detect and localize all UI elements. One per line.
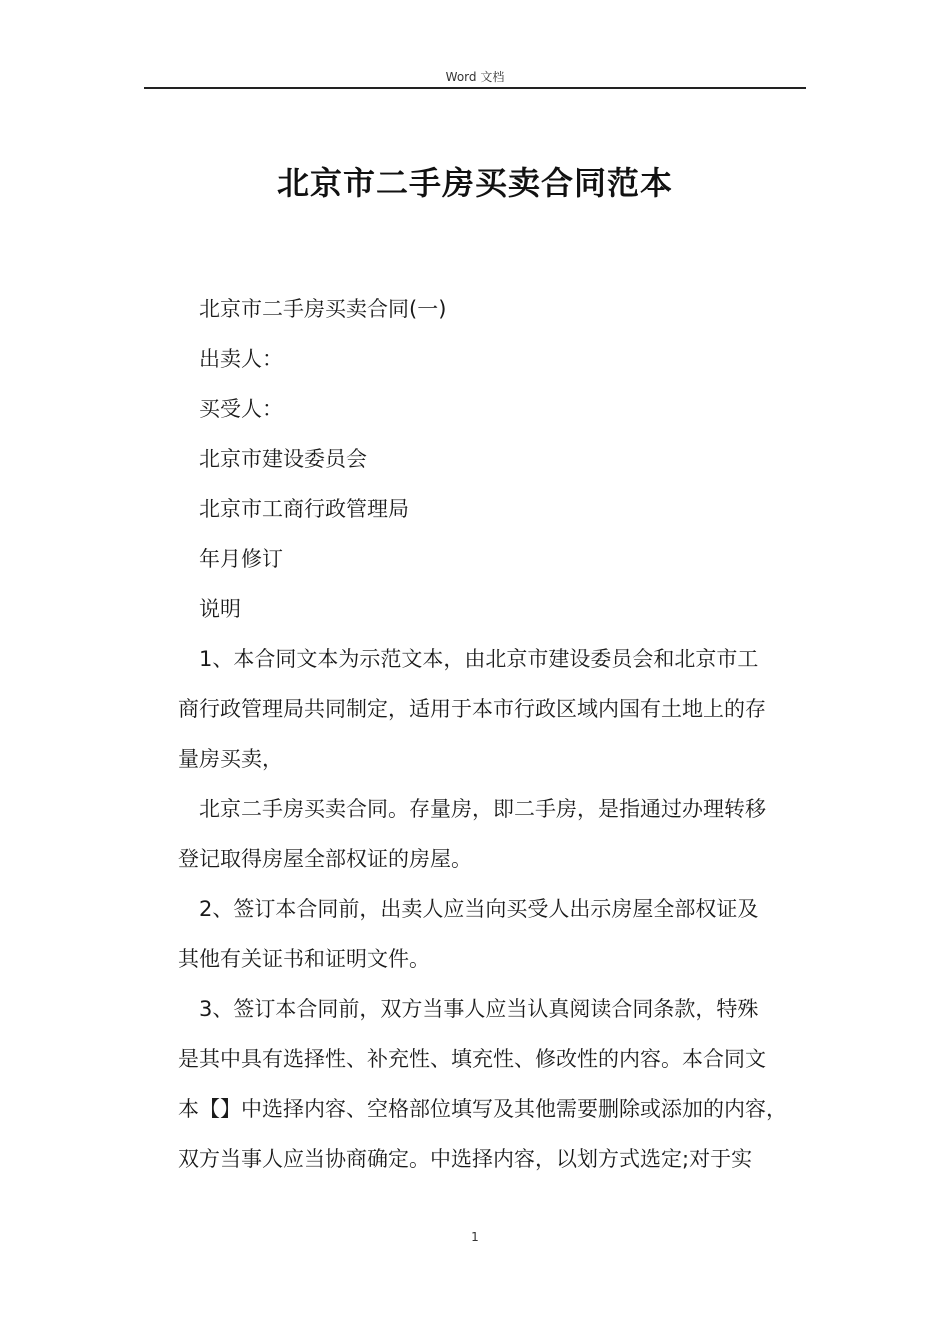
document-title: 北京市二手房买卖合同范本 [276,164,673,202]
paragraph-line: 2、签订本合同前，出卖人应当向买受人出示房屋全部权证及 [199,897,759,921]
paragraph-line: 1、本合同文本为示范文本，由北京市建设委员会和北京市工 [199,647,759,671]
paragraph-line: 年月修订 [199,547,283,571]
paragraph-line: 出卖人： [199,347,283,371]
paragraph-line: 是其中具有选择性、补充性、填充性、修改性的内容。本合同文 [178,1047,766,1071]
paragraph-line: 量房买卖， [178,747,283,771]
paragraph-line: 买受人： [199,397,283,421]
paragraph-line: 北京市工商行政管理局 [199,497,409,521]
page-number: 1 [471,1230,479,1244]
paragraph-line: 其他有关证书和证明文件。 [178,947,430,971]
paragraph-line: 北京二手房买卖合同。存量房，即二手房，是指通过办理转移 [199,797,766,821]
paragraph-line: 3、签订本合同前，双方当事人应当认真阅读合同条款，特殊 [199,997,759,1021]
paragraph-line: 登记取得房屋全部权证的房屋。 [178,847,472,871]
header-divider [144,87,806,89]
paragraph-line: 北京市二手房买卖合同(一) [199,297,447,321]
paragraph-line: 说明 [199,597,241,621]
header-label: Word 文档 [445,70,505,84]
paragraph-line: 商行政管理局共同制定，适用于本市行政区域内国有土地上的存 [178,697,766,721]
paragraph-line: 本【】中选择内容、空格部位填写及其他需要删除或添加的内容， [178,1097,787,1121]
paragraph-line: 北京市建设委员会 [199,447,367,471]
paragraph-line: 双方当事人应当协商确定。中选择内容，以划方式选定;对于实 [178,1147,753,1171]
